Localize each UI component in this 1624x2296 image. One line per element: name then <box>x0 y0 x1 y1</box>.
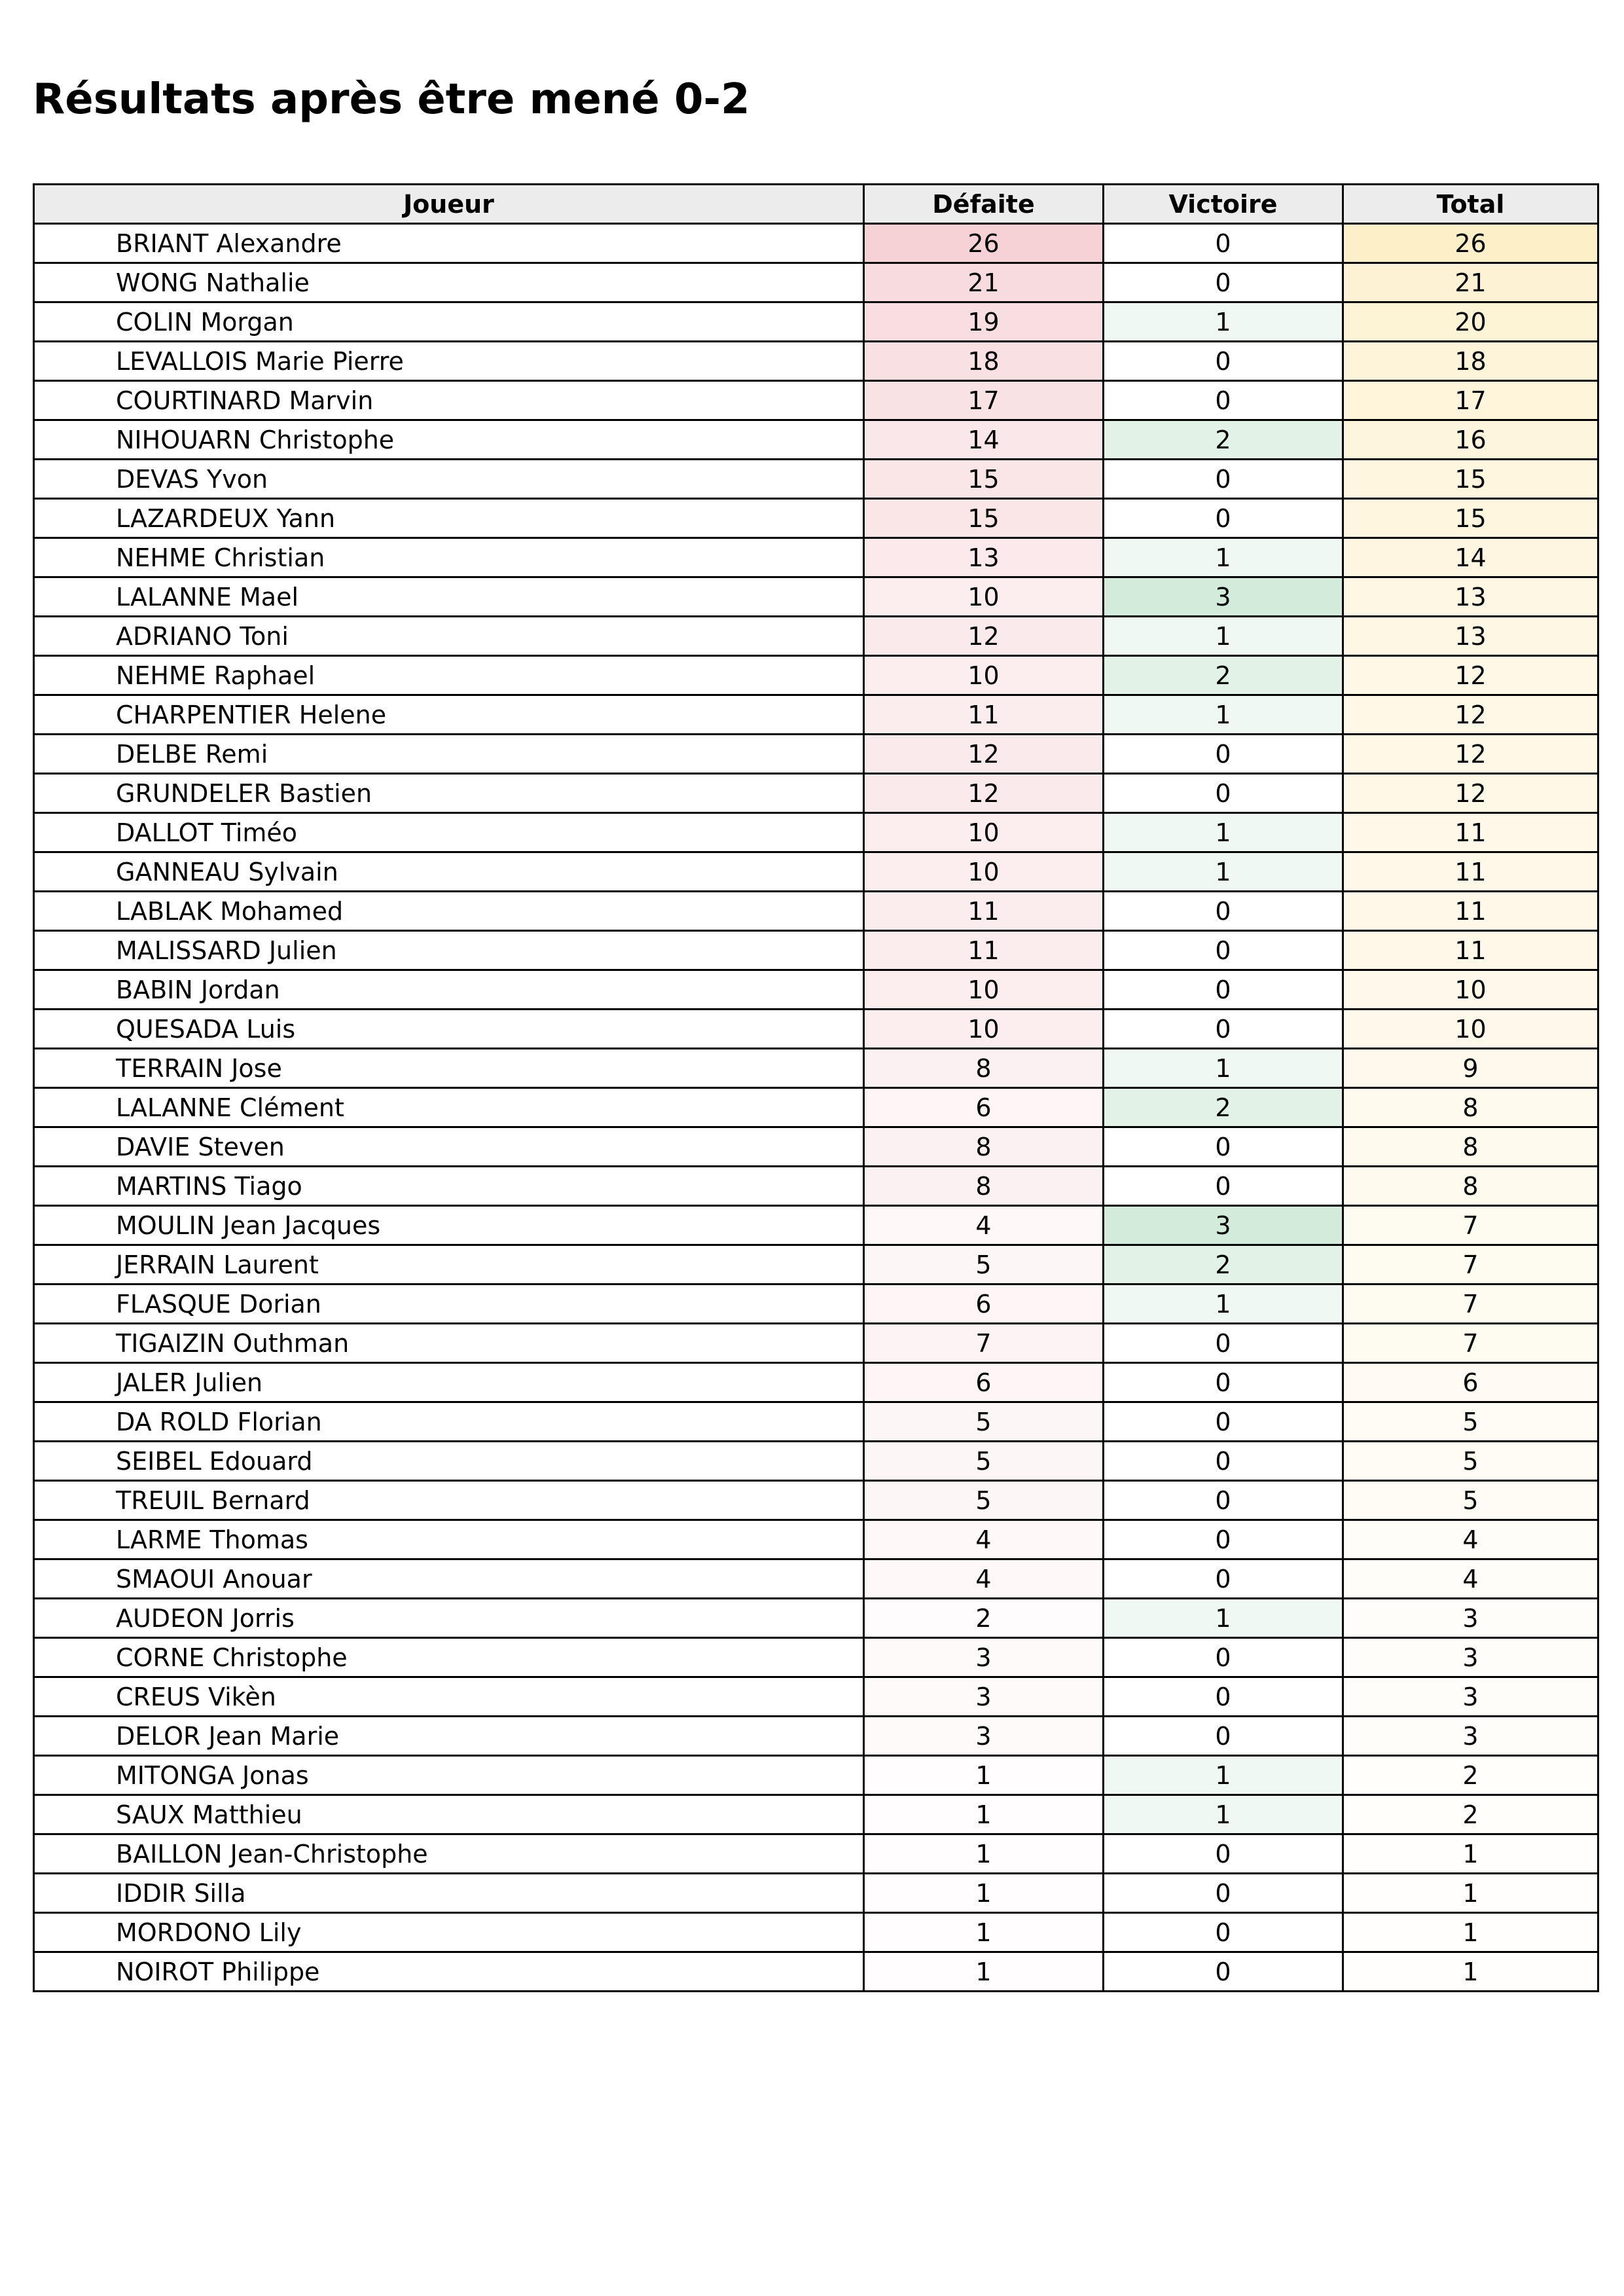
player-name-cell: TIGAIZIN Outhman <box>34 1324 864 1363</box>
victoire-cell: 1 <box>1104 813 1343 852</box>
player-name-cell: BAILLON Jean-Christophe <box>34 1834 864 1874</box>
player-name-cell: SAUX Matthieu <box>34 1795 864 1834</box>
defaite-cell: 10 <box>864 656 1104 695</box>
victoire-cell: 0 <box>1104 1442 1343 1481</box>
total-cell: 8 <box>1343 1127 1598 1167</box>
player-name-cell: LALANNE Mael <box>34 577 864 617</box>
player-name-cell: MALISSARD Julien <box>34 931 864 970</box>
table-row <box>34 774 1598 813</box>
player-name-cell: JALER Julien <box>34 1363 864 1402</box>
defaite-cell: 14 <box>864 420 1104 460</box>
table-row <box>34 1245 1598 1285</box>
total-cell: 3 <box>1343 1638 1598 1677</box>
victoire-cell: 0 <box>1104 735 1343 774</box>
victoire-cell: 0 <box>1104 1874 1343 1913</box>
victoire-cell: 1 <box>1104 302 1343 342</box>
player-name-cell: SEIBEL Edouard <box>34 1442 864 1481</box>
table-row <box>34 1481 1598 1520</box>
table-row <box>34 617 1598 656</box>
table-row <box>34 1206 1598 1245</box>
victoire-cell: 1 <box>1104 1756 1343 1795</box>
player-name-cell: BRIANT Alexandre <box>34 224 864 263</box>
table-row <box>34 499 1598 538</box>
victoire-cell: 0 <box>1104 892 1343 931</box>
defaite-cell: 6 <box>864 1363 1104 1402</box>
player-name-cell: DELBE Remi <box>34 735 864 774</box>
total-cell: 26 <box>1343 224 1598 263</box>
table-row <box>34 342 1598 381</box>
defaite-cell: 1 <box>864 1795 1104 1834</box>
victoire-cell: 3 <box>1104 1206 1343 1245</box>
defaite-cell: 1 <box>864 1952 1104 1992</box>
table-row <box>34 1677 1598 1717</box>
total-cell: 5 <box>1343 1442 1598 1481</box>
total-cell: 1 <box>1343 1952 1598 1992</box>
victoire-cell: 0 <box>1104 970 1343 1010</box>
player-name-cell: QUESADA Luis <box>34 1010 864 1049</box>
total-cell: 12 <box>1343 695 1598 735</box>
total-cell: 21 <box>1343 263 1598 302</box>
page-title: Résultats après être mené 0-2 <box>33 75 750 124</box>
defaite-cell: 4 <box>864 1206 1104 1245</box>
victoire-cell: 3 <box>1104 577 1343 617</box>
table-row <box>34 420 1598 460</box>
defaite-cell: 10 <box>864 852 1104 892</box>
table-row <box>34 1520 1598 1559</box>
total-cell: 1 <box>1343 1913 1598 1952</box>
total-cell: 5 <box>1343 1402 1598 1442</box>
victoire-cell: 0 <box>1104 1638 1343 1677</box>
player-name-cell: DALLOT Timéo <box>34 813 864 852</box>
victoire-cell: 0 <box>1104 931 1343 970</box>
total-cell: 11 <box>1343 852 1598 892</box>
player-name-cell: DELOR Jean Marie <box>34 1717 864 1756</box>
victoire-cell: 0 <box>1104 460 1343 499</box>
total-cell: 15 <box>1343 460 1598 499</box>
player-name-cell: JERRAIN Laurent <box>34 1245 864 1285</box>
defaite-cell: 18 <box>864 342 1104 381</box>
player-name-cell: LEVALLOIS Marie Pierre <box>34 342 864 381</box>
defaite-cell: 10 <box>864 813 1104 852</box>
player-name-cell: MARTINS Tiago <box>34 1167 864 1206</box>
table-row <box>34 302 1598 342</box>
player-name-cell: FLASQUE Dorian <box>34 1285 864 1324</box>
total-cell: 2 <box>1343 1756 1598 1795</box>
defaite-cell: 6 <box>864 1088 1104 1127</box>
defaite-cell: 1 <box>864 1834 1104 1874</box>
defaite-cell: 6 <box>864 1285 1104 1324</box>
table-row <box>34 1599 1598 1638</box>
defaite-cell: 1 <box>864 1756 1104 1795</box>
defaite-cell: 2 <box>864 1599 1104 1638</box>
victoire-cell: 0 <box>1104 1717 1343 1756</box>
victoire-cell: 2 <box>1104 1088 1343 1127</box>
player-name-cell: CHARPENTIER Helene <box>34 695 864 735</box>
header-row <box>34 185 1598 224</box>
player-name-cell: MITONGA Jonas <box>34 1756 864 1795</box>
player-name-cell: CORNE Christophe <box>34 1638 864 1677</box>
total-cell: 7 <box>1343 1245 1598 1285</box>
victoire-cell: 0 <box>1104 1127 1343 1167</box>
total-cell: 4 <box>1343 1520 1598 1559</box>
total-cell: 1 <box>1343 1834 1598 1874</box>
total-cell: 1 <box>1343 1874 1598 1913</box>
total-cell: 11 <box>1343 813 1598 852</box>
victoire-cell: 1 <box>1104 852 1343 892</box>
total-cell: 11 <box>1343 931 1598 970</box>
total-cell: 14 <box>1343 538 1598 577</box>
victoire-cell: 0 <box>1104 1913 1343 1952</box>
column-header-victoire: Victoire <box>1104 185 1343 224</box>
table-row <box>34 1913 1598 1952</box>
defaite-cell: 1 <box>864 1913 1104 1952</box>
defaite-cell: 8 <box>864 1167 1104 1206</box>
player-name-cell: LABLAK Mohamed <box>34 892 864 931</box>
defaite-cell: 12 <box>864 774 1104 813</box>
total-cell: 2 <box>1343 1795 1598 1834</box>
table-header <box>34 185 1598 224</box>
total-cell: 3 <box>1343 1677 1598 1717</box>
victoire-cell: 1 <box>1104 1285 1343 1324</box>
table-row <box>34 1717 1598 1756</box>
player-name-cell: MOULIN Jean Jacques <box>34 1206 864 1245</box>
victoire-cell: 0 <box>1104 381 1343 420</box>
defaite-cell: 10 <box>864 577 1104 617</box>
player-name-cell: WONG Nathalie <box>34 263 864 302</box>
victoire-cell: 2 <box>1104 1245 1343 1285</box>
table-row <box>34 1442 1598 1481</box>
total-cell: 13 <box>1343 577 1598 617</box>
victoire-cell: 1 <box>1104 695 1343 735</box>
victoire-cell: 0 <box>1104 1834 1343 1874</box>
victoire-cell: 0 <box>1104 1520 1343 1559</box>
victoire-cell: 2 <box>1104 656 1343 695</box>
defaite-cell: 13 <box>864 538 1104 577</box>
player-name-cell: TREUIL Bernard <box>34 1481 864 1520</box>
total-cell: 18 <box>1343 342 1598 381</box>
total-cell: 7 <box>1343 1206 1598 1245</box>
player-name-cell: NEHME Christian <box>34 538 864 577</box>
victoire-cell: 1 <box>1104 538 1343 577</box>
player-name-cell: LARME Thomas <box>34 1520 864 1559</box>
table-row <box>34 577 1598 617</box>
player-name-cell: AUDEON Jorris <box>34 1599 864 1638</box>
table-row <box>34 1952 1598 1992</box>
victoire-cell: 0 <box>1104 1481 1343 1520</box>
victoire-cell: 1 <box>1104 1599 1343 1638</box>
total-cell: 16 <box>1343 420 1598 460</box>
table-row <box>34 1638 1598 1677</box>
table-row <box>34 1010 1598 1049</box>
table-row <box>34 1088 1598 1127</box>
victoire-cell: 0 <box>1104 499 1343 538</box>
victoire-cell: 0 <box>1104 1952 1343 1992</box>
player-name-cell: NOIROT Philippe <box>34 1952 864 1992</box>
defaite-cell: 19 <box>864 302 1104 342</box>
player-name-cell: BABIN Jordan <box>34 970 864 1010</box>
total-cell: 7 <box>1343 1324 1598 1363</box>
player-name-cell: COLIN Morgan <box>34 302 864 342</box>
table-row <box>34 1049 1598 1088</box>
victoire-cell: 2 <box>1104 420 1343 460</box>
player-name-cell: IDDIR Silla <box>34 1874 864 1913</box>
defaite-cell: 1 <box>864 1874 1104 1913</box>
defaite-cell: 5 <box>864 1402 1104 1442</box>
player-name-cell: SMAOUI Anouar <box>34 1559 864 1599</box>
victoire-cell: 0 <box>1104 1402 1343 1442</box>
defaite-cell: 12 <box>864 617 1104 656</box>
table-row <box>34 381 1598 420</box>
table-row <box>34 695 1598 735</box>
total-cell: 5 <box>1343 1481 1598 1520</box>
victoire-cell: 0 <box>1104 1324 1343 1363</box>
player-name-cell: GANNEAU Sylvain <box>34 852 864 892</box>
victoire-cell: 0 <box>1104 1363 1343 1402</box>
total-cell: 12 <box>1343 735 1598 774</box>
table-row <box>34 656 1598 695</box>
table-row <box>34 263 1598 302</box>
victoire-cell: 0 <box>1104 774 1343 813</box>
defaite-cell: 11 <box>864 695 1104 735</box>
victoire-cell: 0 <box>1104 263 1343 302</box>
total-cell: 9 <box>1343 1049 1598 1088</box>
player-name-cell: DA ROLD Florian <box>34 1402 864 1442</box>
total-cell: 10 <box>1343 970 1598 1010</box>
defaite-cell: 11 <box>864 931 1104 970</box>
player-name-cell: NIHOUARN Christophe <box>34 420 864 460</box>
column-header-total: Total <box>1343 185 1598 224</box>
table-row <box>34 1324 1598 1363</box>
defaite-cell: 5 <box>864 1245 1104 1285</box>
table-row <box>34 1874 1598 1913</box>
victoire-cell: 1 <box>1104 617 1343 656</box>
defaite-cell: 8 <box>864 1127 1104 1167</box>
defaite-cell: 26 <box>864 224 1104 263</box>
total-cell: 20 <box>1343 302 1598 342</box>
total-cell: 15 <box>1343 499 1598 538</box>
total-cell: 17 <box>1343 381 1598 420</box>
table-row <box>34 538 1598 577</box>
total-cell: 10 <box>1343 1010 1598 1049</box>
defaite-cell: 10 <box>864 970 1104 1010</box>
defaite-cell: 8 <box>864 1049 1104 1088</box>
table-row <box>34 931 1598 970</box>
table-row <box>34 224 1598 263</box>
table-row <box>34 1756 1598 1795</box>
table-row <box>34 1834 1598 1874</box>
table-row <box>34 735 1598 774</box>
defaite-cell: 3 <box>864 1638 1104 1677</box>
table-row <box>34 1167 1598 1206</box>
victoire-cell: 0 <box>1104 1677 1343 1717</box>
player-name-cell: NEHME Raphael <box>34 656 864 695</box>
defaite-cell: 3 <box>864 1677 1104 1717</box>
table-row <box>34 1127 1598 1167</box>
defaite-cell: 4 <box>864 1559 1104 1599</box>
column-header-joueur: Joueur <box>34 185 864 224</box>
player-name-cell: CREUS Vikèn <box>34 1677 864 1717</box>
total-cell: 3 <box>1343 1717 1598 1756</box>
defaite-cell: 7 <box>864 1324 1104 1363</box>
defaite-cell: 15 <box>864 499 1104 538</box>
total-cell: 8 <box>1343 1167 1598 1206</box>
table-row <box>34 970 1598 1010</box>
total-cell: 7 <box>1343 1285 1598 1324</box>
total-cell: 8 <box>1343 1088 1598 1127</box>
table-row <box>34 1402 1598 1442</box>
victoire-cell: 0 <box>1104 1167 1343 1206</box>
defaite-cell: 3 <box>864 1717 1104 1756</box>
victoire-cell: 0 <box>1104 1010 1343 1049</box>
total-cell: 13 <box>1343 617 1598 656</box>
table-body <box>34 224 1598 1992</box>
table-row <box>34 1363 1598 1402</box>
table-row <box>34 460 1598 499</box>
player-name-cell: LALANNE Clément <box>34 1088 864 1127</box>
defaite-cell: 4 <box>864 1520 1104 1559</box>
player-name-cell: DEVAS Yvon <box>34 460 864 499</box>
total-cell: 12 <box>1343 656 1598 695</box>
defaite-cell: 12 <box>864 735 1104 774</box>
player-name-cell: COURTINARD Marvin <box>34 381 864 420</box>
victoire-cell: 0 <box>1104 342 1343 381</box>
defaite-cell: 21 <box>864 263 1104 302</box>
total-cell: 3 <box>1343 1599 1598 1638</box>
player-name-cell: MORDONO Lily <box>34 1913 864 1952</box>
total-cell: 11 <box>1343 892 1598 931</box>
player-name-cell: LAZARDEUX Yann <box>34 499 864 538</box>
total-cell: 6 <box>1343 1363 1598 1402</box>
table-row <box>34 892 1598 931</box>
defaite-cell: 15 <box>864 460 1104 499</box>
player-name-cell: TERRAIN Jose <box>34 1049 864 1088</box>
total-cell: 12 <box>1343 774 1598 813</box>
table-row <box>34 852 1598 892</box>
victoire-cell: 1 <box>1104 1049 1343 1088</box>
column-header-defaite: Défaite <box>864 185 1104 224</box>
defaite-cell: 5 <box>864 1481 1104 1520</box>
defaite-cell: 17 <box>864 381 1104 420</box>
defaite-cell: 11 <box>864 892 1104 931</box>
table-row <box>34 1795 1598 1834</box>
results-table <box>33 183 1599 1992</box>
table-row <box>34 1285 1598 1324</box>
defaite-cell: 10 <box>864 1010 1104 1049</box>
total-cell: 4 <box>1343 1559 1598 1599</box>
table-row <box>34 813 1598 852</box>
victoire-cell: 0 <box>1104 1559 1343 1599</box>
victoire-cell: 0 <box>1104 224 1343 263</box>
defaite-cell: 5 <box>864 1442 1104 1481</box>
table-row <box>34 1559 1598 1599</box>
player-name-cell: ADRIANO Toni <box>34 617 864 656</box>
player-name-cell: GRUNDELER Bastien <box>34 774 864 813</box>
victoire-cell: 1 <box>1104 1795 1343 1834</box>
player-name-cell: DAVIE Steven <box>34 1127 864 1167</box>
